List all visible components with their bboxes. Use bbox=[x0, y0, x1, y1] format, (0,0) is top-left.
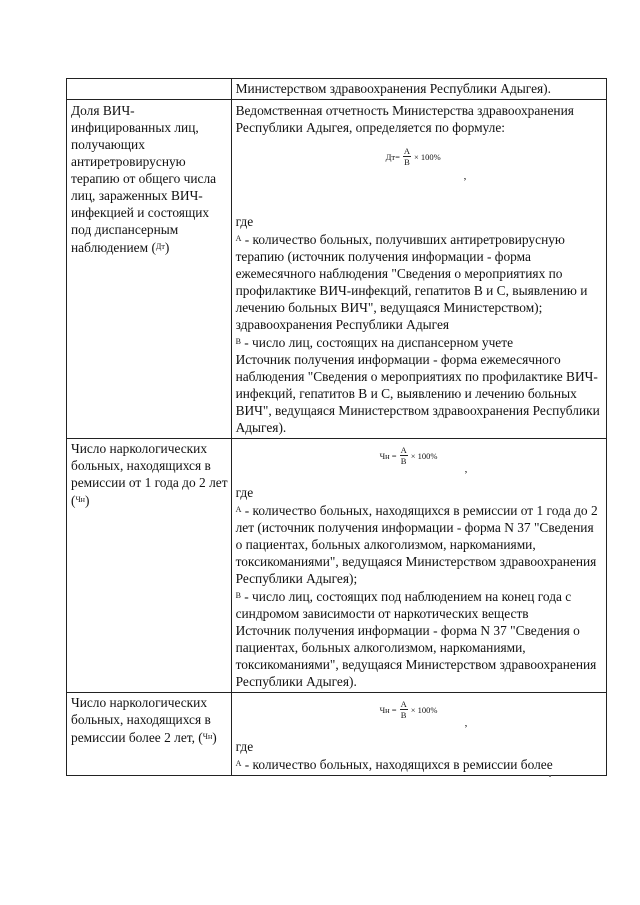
formula-fraction: $\frac{A}{B}$ bbox=[403, 146, 411, 167]
indicator-symbol: Чн bbox=[202, 732, 213, 741]
variable-b-definition: $^B$ - число лиц, состоящих на диспансерном учете bbox=[235, 335, 514, 350]
table-row bbox=[67, 439, 607, 693]
table-row bbox=[67, 100, 607, 439]
where-label: где bbox=[235, 739, 254, 754]
formula: Чн = $\frac{A}{B}$ × 100% bbox=[379, 699, 438, 720]
indicator-method-cell bbox=[231, 79, 606, 100]
indicator-symbol: Дт bbox=[155, 242, 165, 251]
formula-block: Дт= $\frac{A}{B}$ × 100% , bbox=[385, 146, 467, 182]
indicator-method-cell bbox=[231, 439, 606, 693]
indicator-method-cell bbox=[231, 693, 606, 776]
indicator-name-cell: Число наркологических больных, находящихся в ремиссии более 2 лет, ($^{Чн}$) bbox=[67, 693, 232, 776]
indicator-name: Число наркологических больных, находящихся в ремиссии от 1 года до 2 лет ( bbox=[71, 441, 228, 508]
indicator-name: Доля ВИЧ-инфицированных лиц, получающих антиретровирусную терапию от общего числа лиц, зараженных ВИЧ-инфекцией и состоящих под диспансерным наблюдением ( bbox=[71, 103, 217, 255]
variable-a-definition: $^A$ - количество больных, находящихся в ремиссии более bbox=[235, 757, 553, 772]
formula: Дт= $\frac{A}{B}$ × 100% bbox=[385, 146, 441, 167]
indicator-symbol: Чн bbox=[75, 495, 85, 504]
source-note: Источник получения информации - форма N 37 "Сведения о пациентах, больных алкоголизмом, наркоманиями, токсикоманиями", ведущаяся Министерством здравоохранения Республики Адыгея). bbox=[235, 623, 597, 689]
indicator-name-cell: Число наркологических больных, находящихся в ремиссии от 1 года до 2 лет ($^{Чн}$) bbox=[67, 439, 232, 693]
indicator-name-cell bbox=[67, 79, 232, 100]
variable-a-definition: $^A$ - количество больных, получивших антиретровирусную терапию (источник получения информации - форма ежемесячного наблюдения "Сведения о мероприятиях по профилактике ВИЧ-инфекций, гепатитов B и C, выявлению и лечению больных ВИЧ", ведущаяся Министерством); bbox=[235, 232, 588, 315]
indicator-name: Число наркологических больных, находящихся в ремиссии более 2 лет, ( bbox=[71, 695, 211, 745]
table-row bbox=[67, 693, 607, 776]
indicator-method-cell bbox=[231, 100, 606, 439]
variable-b-definition: $^B$ - число лиц, состоящих под наблюдением на конец года с синдромом зависимости от наркотических веществ bbox=[235, 589, 572, 621]
continued-text: Министерством здравоохранения Республики Адыгея). bbox=[235, 81, 551, 96]
variable-a-tail: здравоохранения Республики Адыгея bbox=[235, 317, 450, 332]
variable-a-definition: $^A$ - количество больных, находящихся в ремиссии от 1 года до 2 лет (источник получения информации - форма N 37 "Сведения о пациентах, больных алкоголизмом, наркоманиями, токсикоманиями", ведущаяся Министерством здравоохранения Республики Адыгея); bbox=[235, 503, 598, 586]
table-row bbox=[67, 79, 607, 100]
formula-block: Чн = $\frac{A}{B}$ × 100% , bbox=[379, 445, 468, 475]
scan-speck bbox=[549, 775, 551, 777]
where-label: где bbox=[235, 485, 254, 500]
indicator-name-cell: Доля ВИЧ-инфицированных лиц, получающих антиретровирусную терапию от общего числа лиц, зараженных ВИЧ-инфекцией и состоящих под диспансерным наблюдением ($^{Дт}$) bbox=[67, 100, 232, 439]
formula-fraction: $\frac{A}{B}$ bbox=[400, 445, 407, 466]
indicators-table bbox=[66, 78, 607, 776]
where-label: где bbox=[235, 214, 254, 229]
source-note: Источник получения информации - форма ежемесячного наблюдения "Сведения о мероприятиях по профилактике ВИЧ-инфекций, гепатитов B и C, выявлению и лечению больных ВИЧ", ведущаяся Министерством здравоохранения Республики Адыгея). bbox=[235, 352, 600, 435]
formula-fraction: $\frac{A}{B}$ bbox=[400, 699, 407, 720]
formula-block: Чн = $\frac{A}{B}$ × 100% , bbox=[379, 699, 468, 729]
formula: Чн = $\frac{A}{B}$ × 100% bbox=[379, 445, 438, 466]
method-intro: Ведомственная отчетность Министерства здравоохранения Республики Адыгея, определяется по формуле: bbox=[235, 103, 574, 135]
